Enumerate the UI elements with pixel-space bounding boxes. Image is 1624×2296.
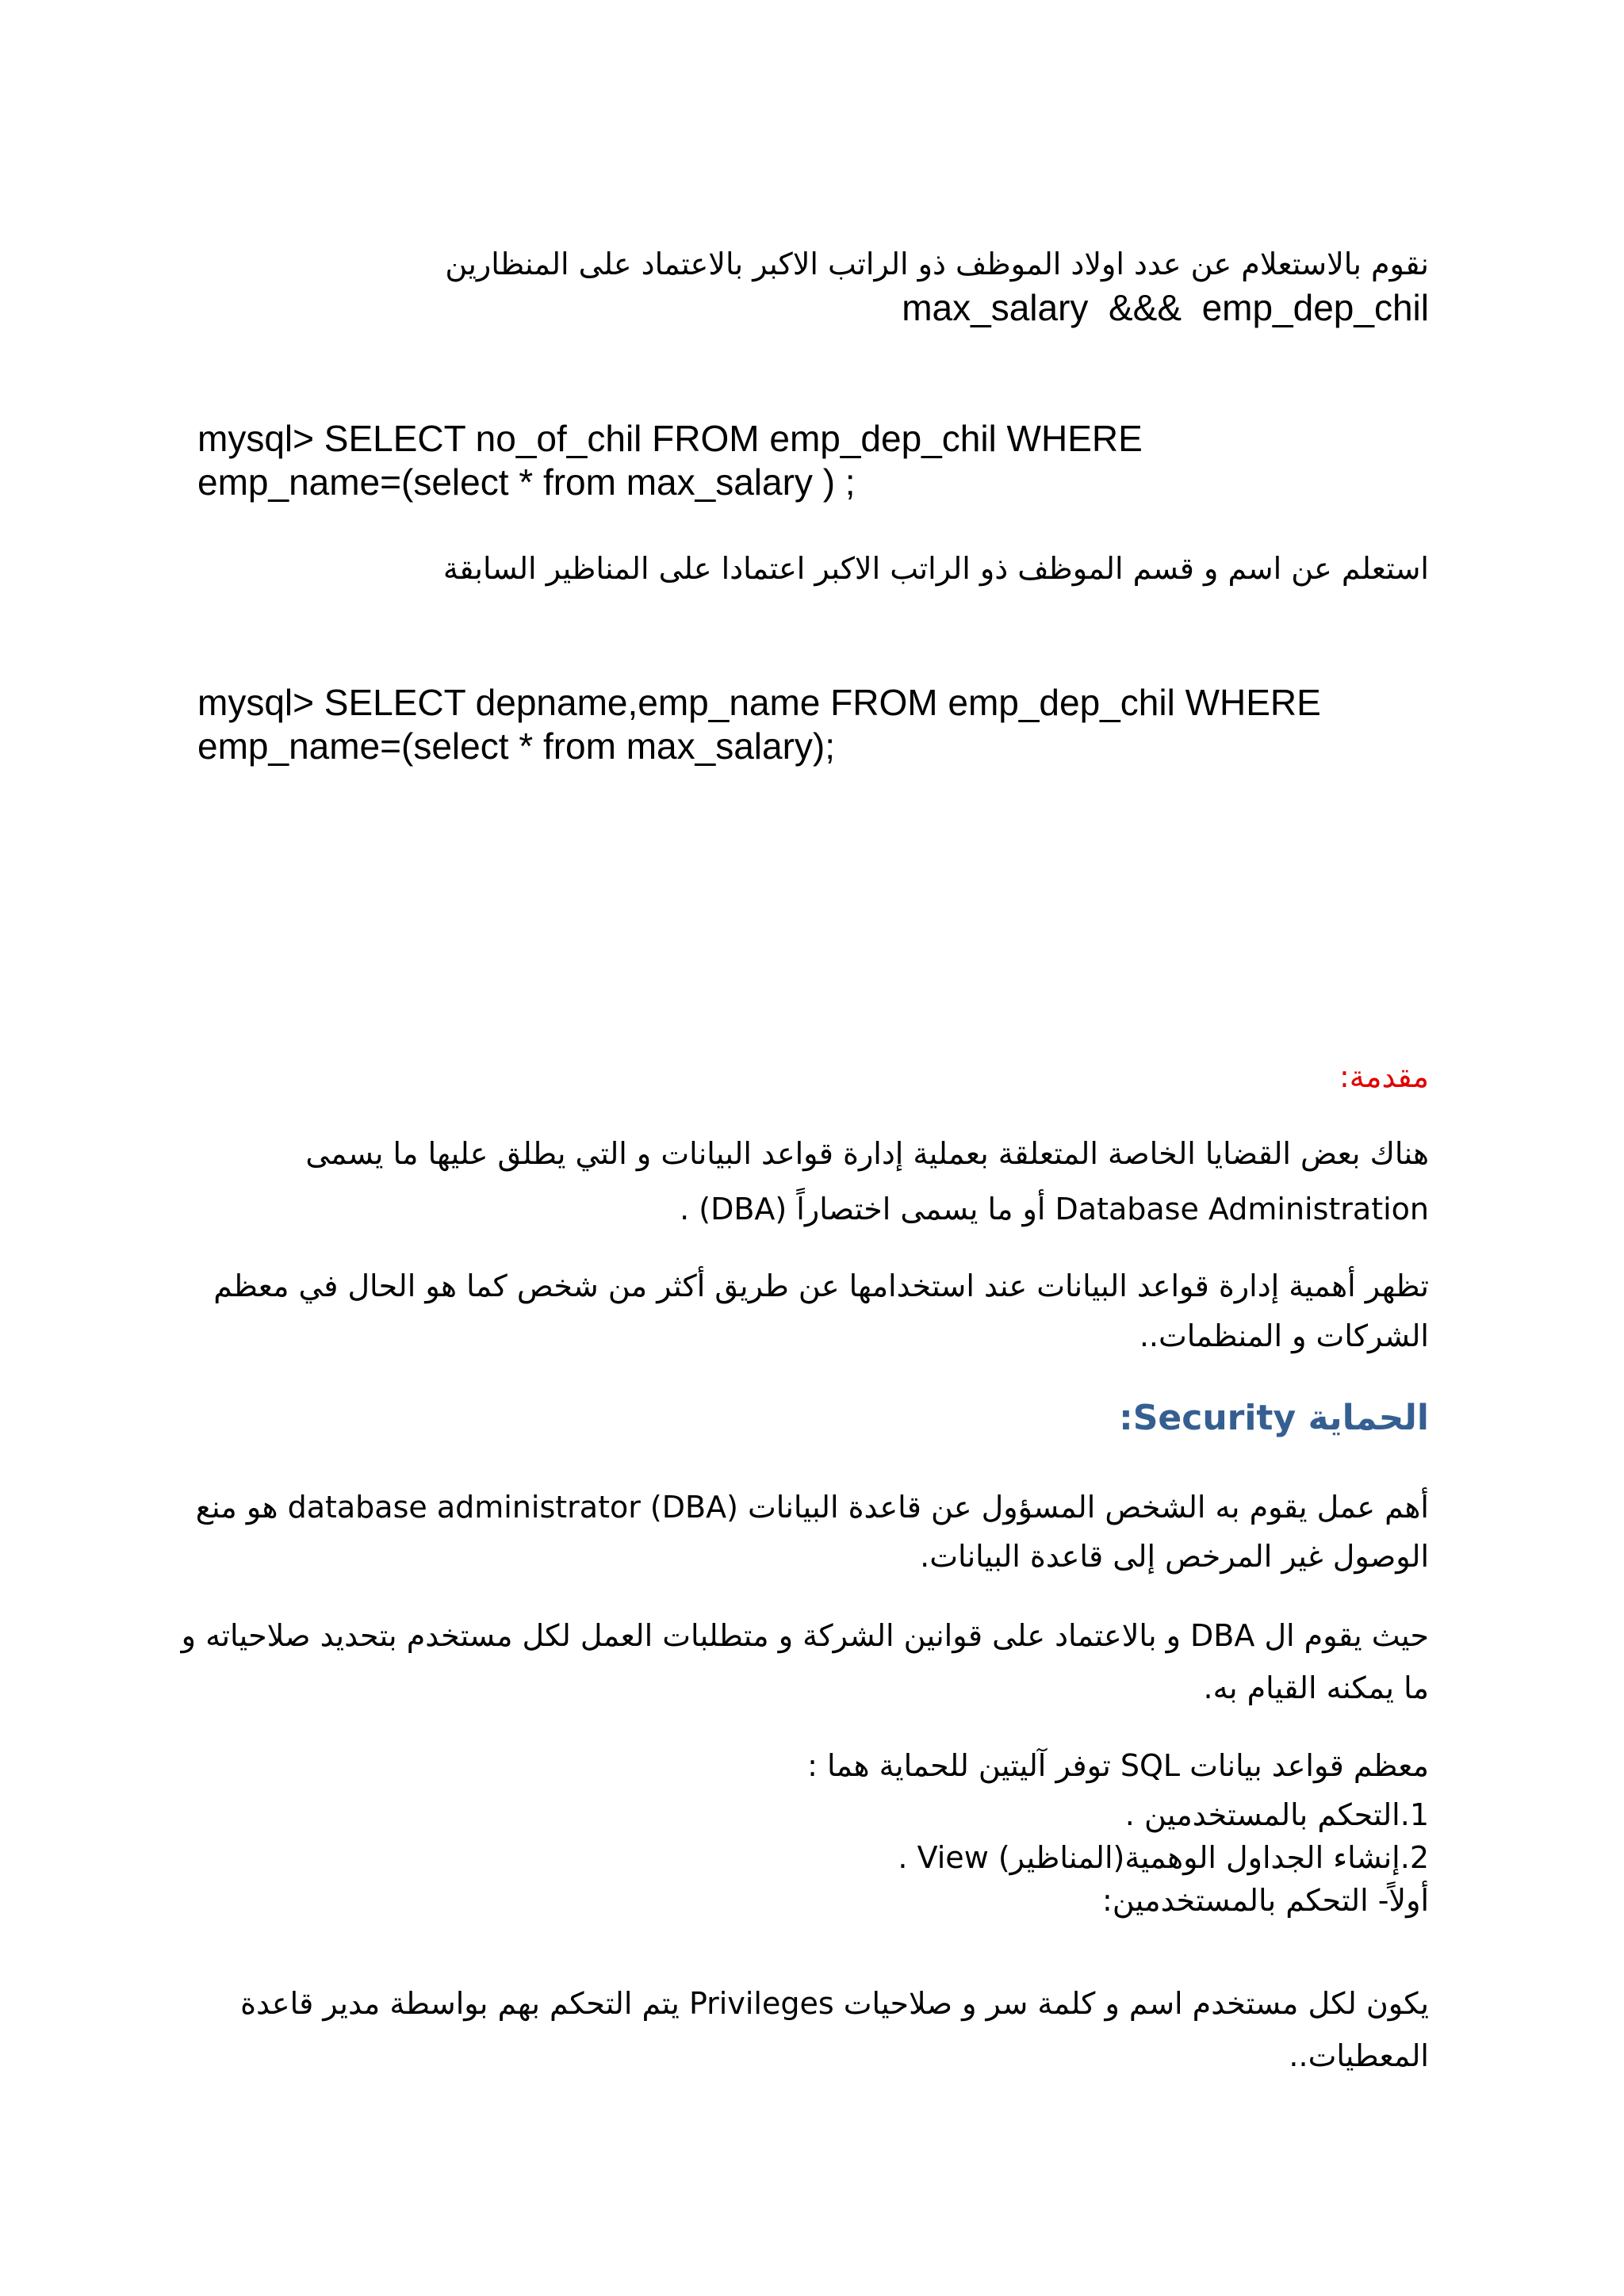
security-paragraph2-line2: ما يمكنه القيام به.	[1203, 1670, 1429, 1705]
query1-description: نقوم بالاستعلام عن عدد اولاد الموظف ذو الراتب الاكبر بالاعتماد على المنظارين	[445, 247, 1429, 281]
security-heading: الحماية Security:	[1119, 1398, 1429, 1438]
query2-line1: mysql> SELECT depname,emp_name FROM emp_dep_chil WHERE	[197, 682, 1321, 723]
security-paragraph4-line1: يكون لكل مستخدم اسم و كلمة سر و صلاحيات Privileges يتم التحكم بهم بواسطة مدير قاعدة	[240, 1986, 1429, 2021]
mechanism-item-2: 2.إنشاء الجداول الوهمية(المناظير) View .	[898, 1840, 1429, 1875]
query1-line1: mysql> SELECT no_of_chil FROM emp_dep_chil WHERE	[197, 418, 1143, 459]
query2-description: استعلم عن اسم و قسم الموظف ذو الراتب الاكبر اعتمادا على المناظير السابقة	[442, 551, 1429, 586]
user-control-subheading: أولاً- التحكم بالمستخدمين:	[1102, 1883, 1429, 1918]
query2-line2: emp_name=(select * from max_salary);	[197, 725, 836, 767]
intro-paragraph1-line2: Database Administration أو ما يسمى اختصاراً (DBA) .	[680, 1192, 1429, 1226]
introduction-heading: مقدمة:	[1339, 1059, 1429, 1094]
intro-paragraph2-line2: الشركات و المنظمات..	[1139, 1318, 1429, 1353]
security-paragraph3-line1: معظم قواعد بيانات SQL توفر آليتين للحماية هما :	[807, 1748, 1429, 1783]
intro-paragraph1-line1: هناك بعض القضايا الخاصة المتعلقة بعملية إدارة قواعد البيانات و التي يطلق عليها ما يسمى	[305, 1136, 1429, 1171]
security-paragraph1-line2: الوصول غير المرخص إلى قاعدة البيانات.	[920, 1539, 1429, 1574]
intro-paragraph2-line1: تظهر أهمية إدارة قواعد البيانات عند استخدامها عن طريق أكثر من شخص كما هو الحال في معظم	[213, 1269, 1429, 1303]
query1-line2: emp_name=(select * from max_salary ) ;	[197, 461, 856, 503]
views-names: max_salary &&& emp_dep_chil	[902, 287, 1429, 328]
security-paragraph2-line1: حيث يقوم ال DBA و بالاعتماد على قوانين الشركة و متطلبات العمل لكل مستخدم بتحديد صلاحياته و	[181, 1618, 1429, 1653]
security-paragraph1-line1: أهم عمل يقوم به الشخص المسؤول عن قاعدة البيانات database administrator (DBA) هو منع	[195, 1490, 1429, 1525]
security-paragraph4-line2: المعطيات..	[1289, 2038, 1429, 2073]
mechanism-item-1: 1.التحكم بالمستخدمين .	[1124, 1797, 1429, 1832]
